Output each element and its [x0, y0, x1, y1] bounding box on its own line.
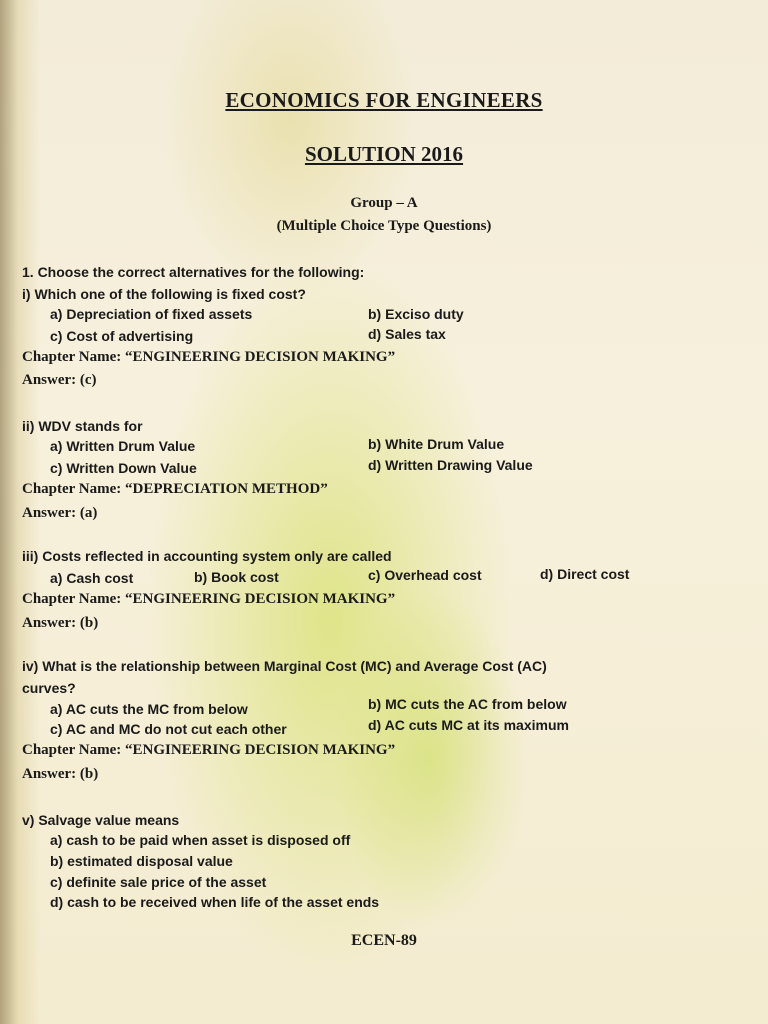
question-4-option-a: a) AC cuts the MC from below	[50, 701, 248, 717]
document-title: ECONOMICS FOR ENGINEERS	[225, 88, 543, 112]
question-4-answer: Answer: (b)	[22, 766, 99, 782]
question-5-option-c: c) definite sale price of the asset	[50, 874, 267, 890]
question-2-option-d: d) Written Drawing Value	[368, 457, 533, 473]
page-code: ECEN-89	[351, 932, 417, 949]
question-5-option-b: b) estimated disposal value	[50, 853, 233, 869]
question-3-option-a: a) Cash cost	[50, 570, 134, 586]
question-2-answer: Answer: (a)	[22, 505, 98, 521]
question-1-option-b: b) Exciso duty	[368, 306, 464, 322]
question-1-answer: Answer: (c)	[22, 372, 97, 388]
question-4-option-d: d) AC cuts MC at its maximum	[368, 717, 569, 733]
question-1-text: i) Which one of the following is fixed cost?	[22, 286, 306, 302]
question-4-option-b: b) MC cuts the AC from below	[368, 696, 567, 712]
question-3-answer: Answer: (b)	[22, 615, 99, 631]
question-1-chapter: Chapter Name: “ENGINEERING DECISION MAKING”	[22, 349, 396, 365]
question-5-option-a: a) cash to be paid when asset is disposed off	[50, 832, 351, 848]
question-1-option-d: d) Sales tax	[368, 326, 446, 342]
question-4-text-continued: curves?	[22, 680, 76, 696]
question-3-option-c: c) Overhead cost	[368, 567, 482, 583]
question-2-option-b: b) White Drum Value	[368, 436, 505, 452]
question-5-option-d: d) cash to be received when life of the asset ends	[50, 894, 380, 910]
question-4-option-c: c) AC and MC do not cut each other	[50, 721, 287, 737]
question-5-text: v) Salvage value means	[22, 812, 180, 828]
question-2-text: ii) WDV stands for	[22, 418, 143, 434]
question-2-option-c: c) Written Down Value	[50, 460, 197, 476]
section-label: (Multiple Choice Type Questions)	[276, 218, 492, 234]
group-label: Group – A	[350, 195, 418, 211]
question-3-chapter: Chapter Name: “ENGINEERING DECISION MAKING”	[22, 591, 396, 607]
question-4-chapter: Chapter Name: “ENGINEERING DECISION MAKING”	[22, 742, 396, 758]
question-1-option-c: c) Cost of advertising	[50, 328, 194, 344]
solution-year: SOLUTION 2016	[304, 142, 464, 166]
question-4-text: iv) What is the relationship between Marginal Cost (MC) and Average Cost (AC)	[22, 658, 547, 674]
question-3-option-b: b) Book cost	[194, 569, 279, 585]
question-2-option-a: a) Written Drum Value	[50, 438, 196, 454]
question-3-option-d: d) Direct cost	[540, 566, 630, 582]
instruction: 1. Choose the correct alternatives for the following:	[22, 264, 365, 280]
question-3-text: iii) Costs reflected in accounting system only are called	[22, 548, 392, 564]
question-2-chapter: Chapter Name: “DEPRECIATION METHOD”	[22, 481, 328, 497]
question-1-option-a: a) Depreciation of fixed assets	[50, 306, 253, 322]
